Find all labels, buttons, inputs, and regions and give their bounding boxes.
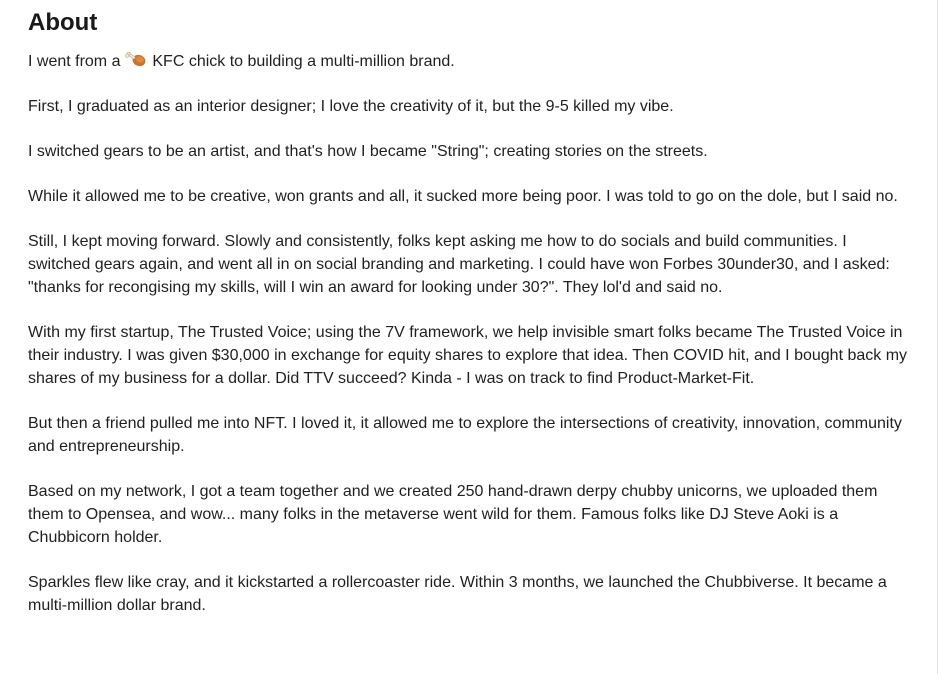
- about-body: [28, 50, 908, 617]
- about-paragraph: Based on my network, I got a team together and we created 250 hand-drawn derpy chubby unicorns, we uploaded them them to Opensea, and wow... many folks in the metaverse went wild for them. Famous folks like DJ Steve Aoki is a Chubbicorn holder.: [28, 483, 878, 546]
- intro-text-after: KFC chick to building a multi-million brand.: [147, 53, 455, 70]
- about-paragraph: I switched gears to be an artist, and that's how I became "String"; creating stories on the streets.: [28, 143, 708, 160]
- about-section: [28, 8, 908, 639]
- poultry-leg-icon: [125, 51, 147, 69]
- about-paragraph: But then a friend pulled me into NFT. I loved it, it allowed me to explore the intersections of creativity, innovation, community and entrepreneurship.: [28, 415, 902, 455]
- about-paragraph: With my first startup, The Trusted Voice; using the 7V framework, we help invisible smart folks became The Trusted Voice in their industry. I was given $30,000 in exchange for equity shares to explore that idea. Then COVID hit, and I bought back my shares of my business for a dollar. Did TTV succeed? Kinda - I was on track to find Product-Market-Fit.: [28, 324, 908, 387]
- about-title: About: [28, 9, 98, 36]
- about-paragraph: While it allowed me to be creative, won grants and all, it sucked more being poor. I was told to go on the dole, but I said no.: [28, 188, 898, 205]
- about-paragraph: Still, I kept moving forward. Slowly and consistently, folks kept asking me how to do socials and build communities. I switched gears again, and went all in on social branding and marketing. I could have won Forbes 30under30, and I asked: "thanks for recongising my skills, will I win an award for looking under 30?". They lol'd and said no.: [28, 233, 890, 296]
- about-intro-paragraph: [28, 50, 908, 73]
- intro-text-before: I went from a: [28, 53, 125, 70]
- about-paragraph: First, I graduated as an interior designer; I love the creativity of it, but the 9-5 killed my vibe.: [28, 98, 674, 115]
- about-paragraph: Sparkles flew like cray, and it kickstarted a rollercoaster ride. Within 3 months, we launched the Chubbiverse. It became a multi-million dollar brand.: [28, 574, 887, 614]
